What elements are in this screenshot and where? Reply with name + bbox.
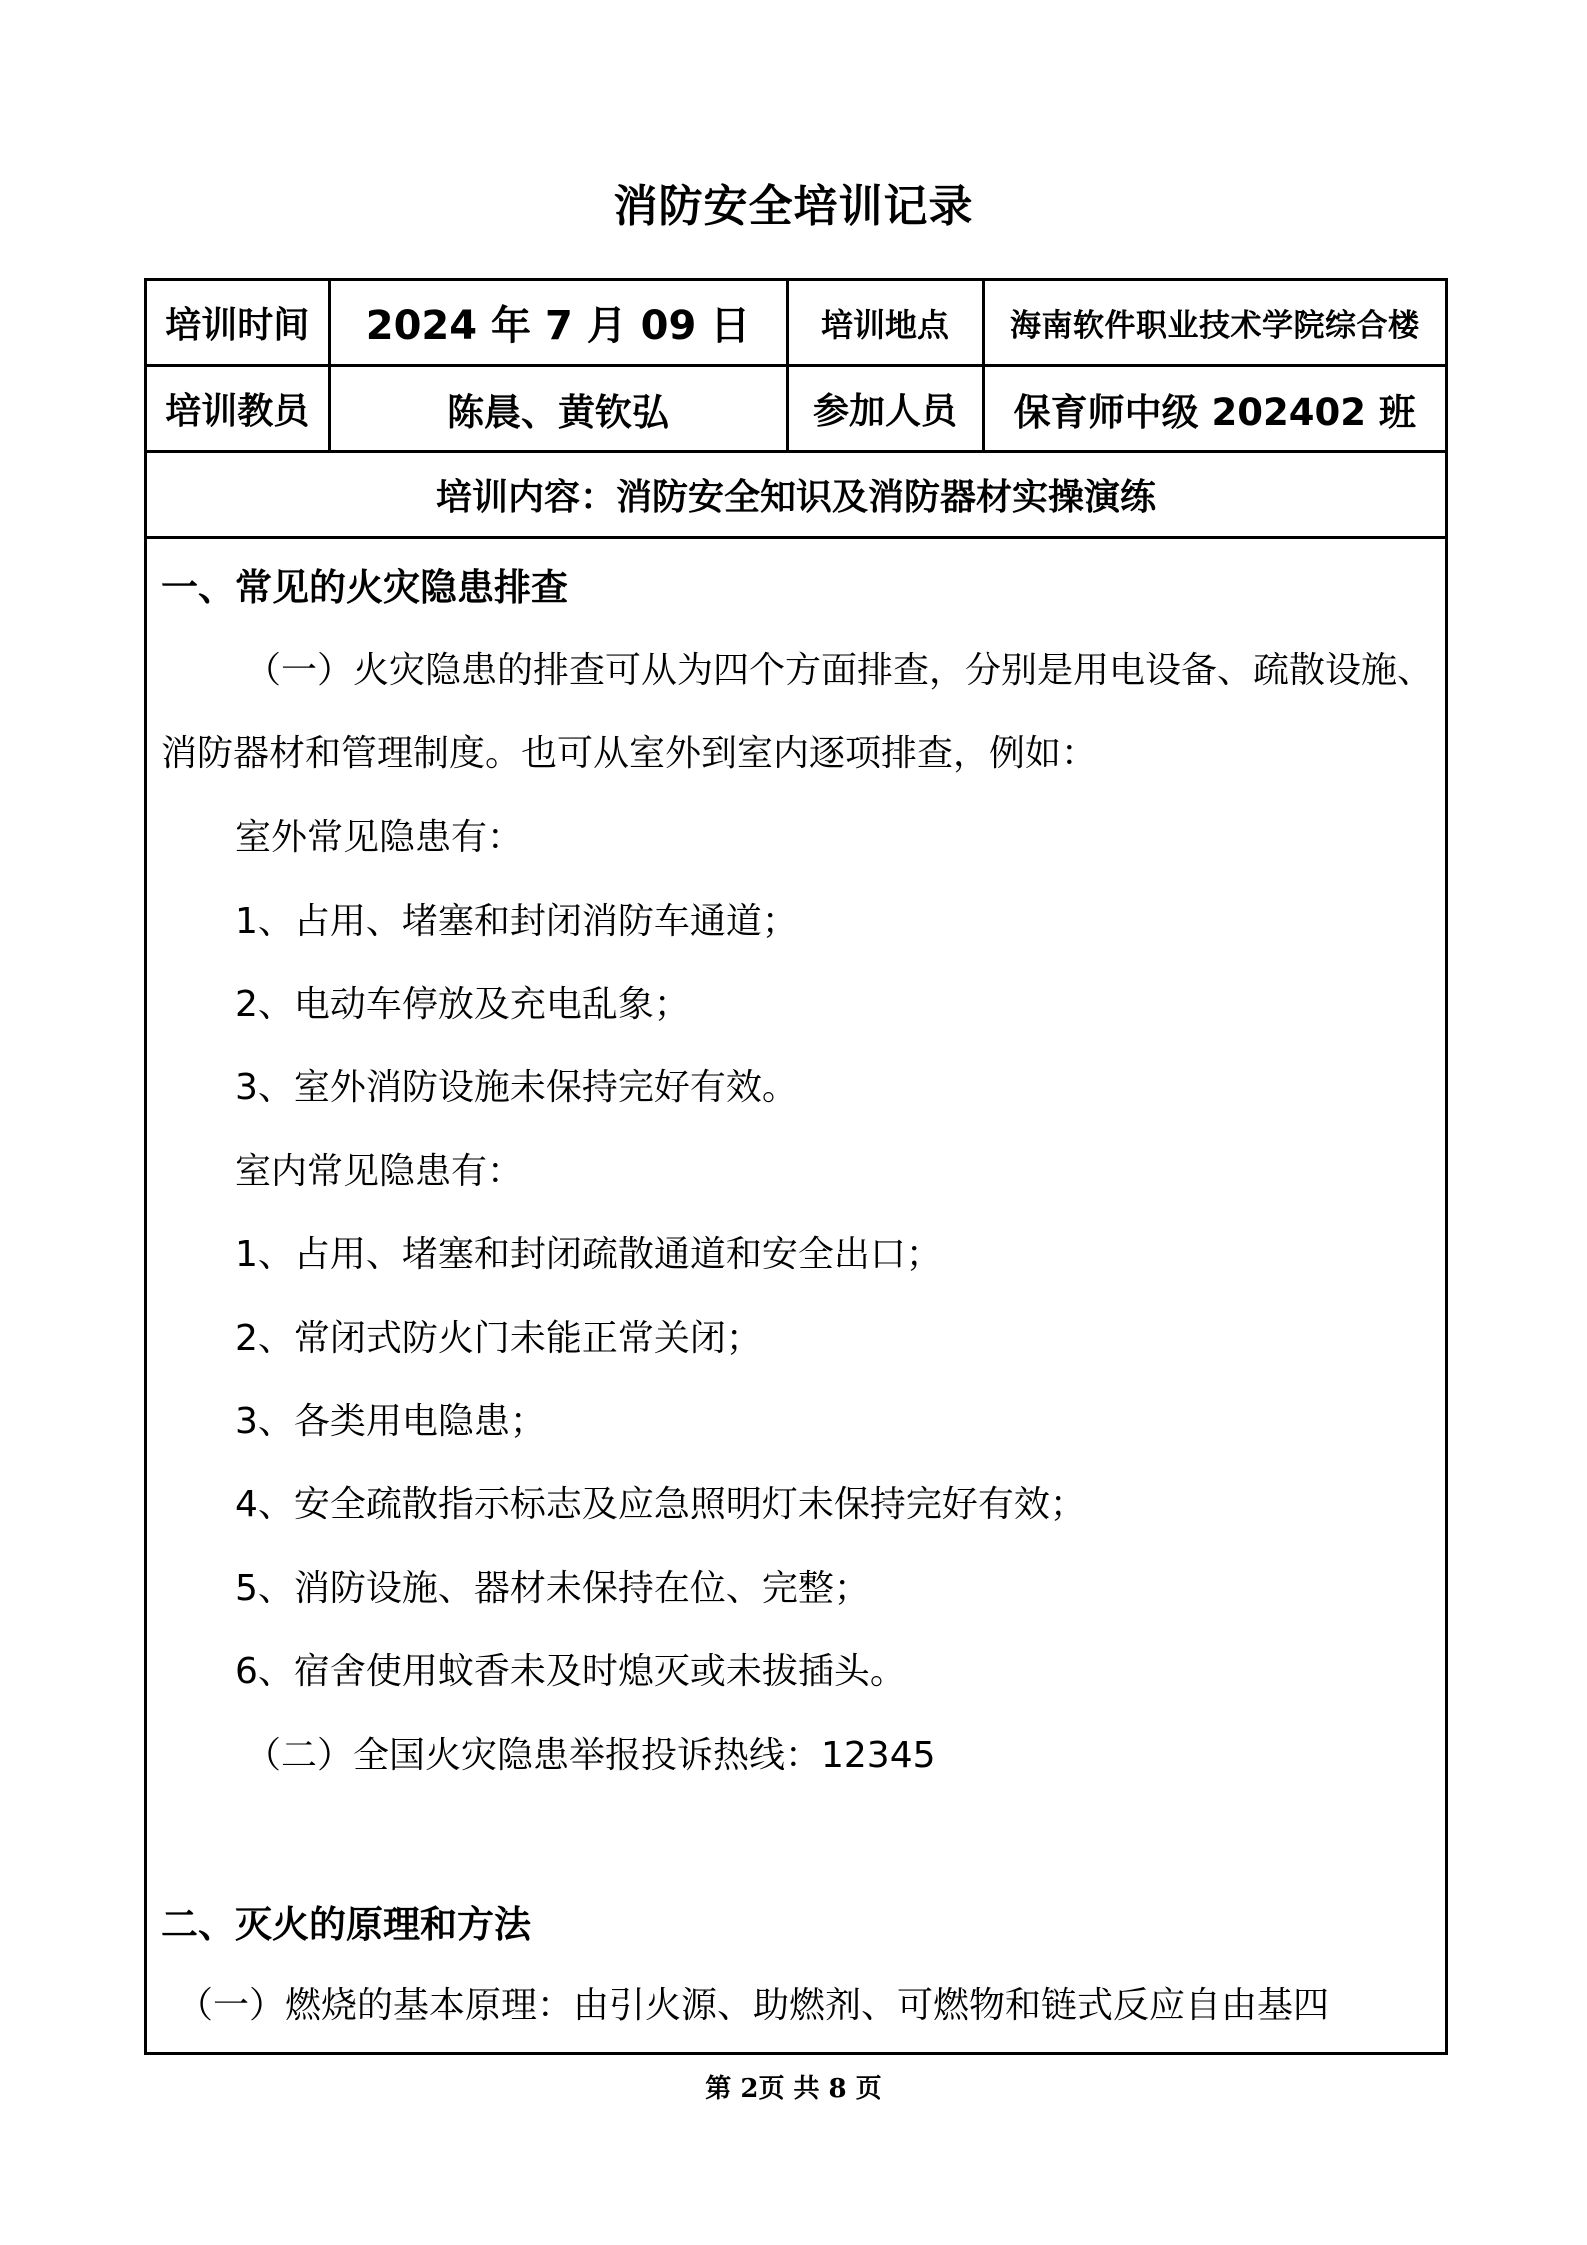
hotline-text: （二）全国火灾隐患举报投诉热线：12345 [245, 1735, 936, 1776]
trainer-value: 陈晨、黄钦弘 [329, 366, 787, 452]
info-row-time [147, 281, 1445, 366]
section-1-heading: 一、常见的火灾隐患排查 [161, 566, 568, 609]
trainer-label: 培训教员 [147, 366, 329, 452]
participants-label: 参加人员 [787, 366, 983, 452]
location-value: 海南软件职业技术学院综合楼 [983, 281, 1445, 366]
indoor-hazard-item: 5、消防设施、器材未保持在位、完整； [235, 1568, 870, 1609]
info-row-people [147, 366, 1445, 452]
participants-value: 保育师中级 202402 班 [983, 366, 1445, 452]
section-2-paragraph: （一）燃烧的基本原理：由引火源、助燃剂、可燃物和链式反应自由基四 [177, 1985, 1330, 2026]
location-label: 培训地点 [787, 281, 983, 366]
time-label: 培训时间 [147, 281, 329, 366]
info-table [147, 281, 1445, 539]
indoor-hazards-heading: 室内常见隐患有： [235, 1151, 524, 1192]
info-row-topic [147, 452, 1445, 538]
section-1-paragraph-line-2: 消防器材和管理制度。也可从室外到室内逐项排查，例如： [161, 733, 1098, 774]
section-2-heading: 二、灭火的原理和方法 [161, 1903, 531, 1946]
outdoor-hazard-item: 3、室外消防设施未保持完好有效。 [235, 1067, 798, 1108]
page-number-footer: 第 2页 共 8 页 [705, 2074, 882, 2104]
training-topic: 培训内容：消防安全知识及消防器材实操演练 [147, 452, 1445, 538]
section-1-paragraph-line-1: （一）火灾隐患的排查可从为四个方面排查，分别是用电设备、疏散设施、 [245, 650, 1434, 691]
indoor-hazard-item: 3、各类用电隐患； [235, 1401, 546, 1442]
time-value: 2024 年 7 月 09 日 [329, 281, 787, 366]
indoor-hazard-item: 4、安全疏散指示标志及应急照明灯未保持完好有效； [235, 1484, 1086, 1525]
document-title: 消防安全培训记录 [613, 181, 974, 232]
indoor-hazard-item: 2、常闭式防火门未能正常关闭； [235, 1318, 762, 1359]
outdoor-hazard-item: 2、电动车停放及充电乱象； [235, 984, 690, 1025]
indoor-hazard-item: 1、占用、堵塞和封闭疏散通道和安全出口； [235, 1234, 942, 1275]
training-record-table [144, 278, 1448, 2055]
indoor-hazard-item: 6、宿舍使用蚊香未及时熄灭或未拔插头。 [235, 1651, 906, 1692]
outdoor-hazard-item: 1、占用、堵塞和封闭消防车通道； [235, 901, 798, 942]
outdoor-hazards-heading: 室外常见隐患有： [235, 817, 524, 858]
